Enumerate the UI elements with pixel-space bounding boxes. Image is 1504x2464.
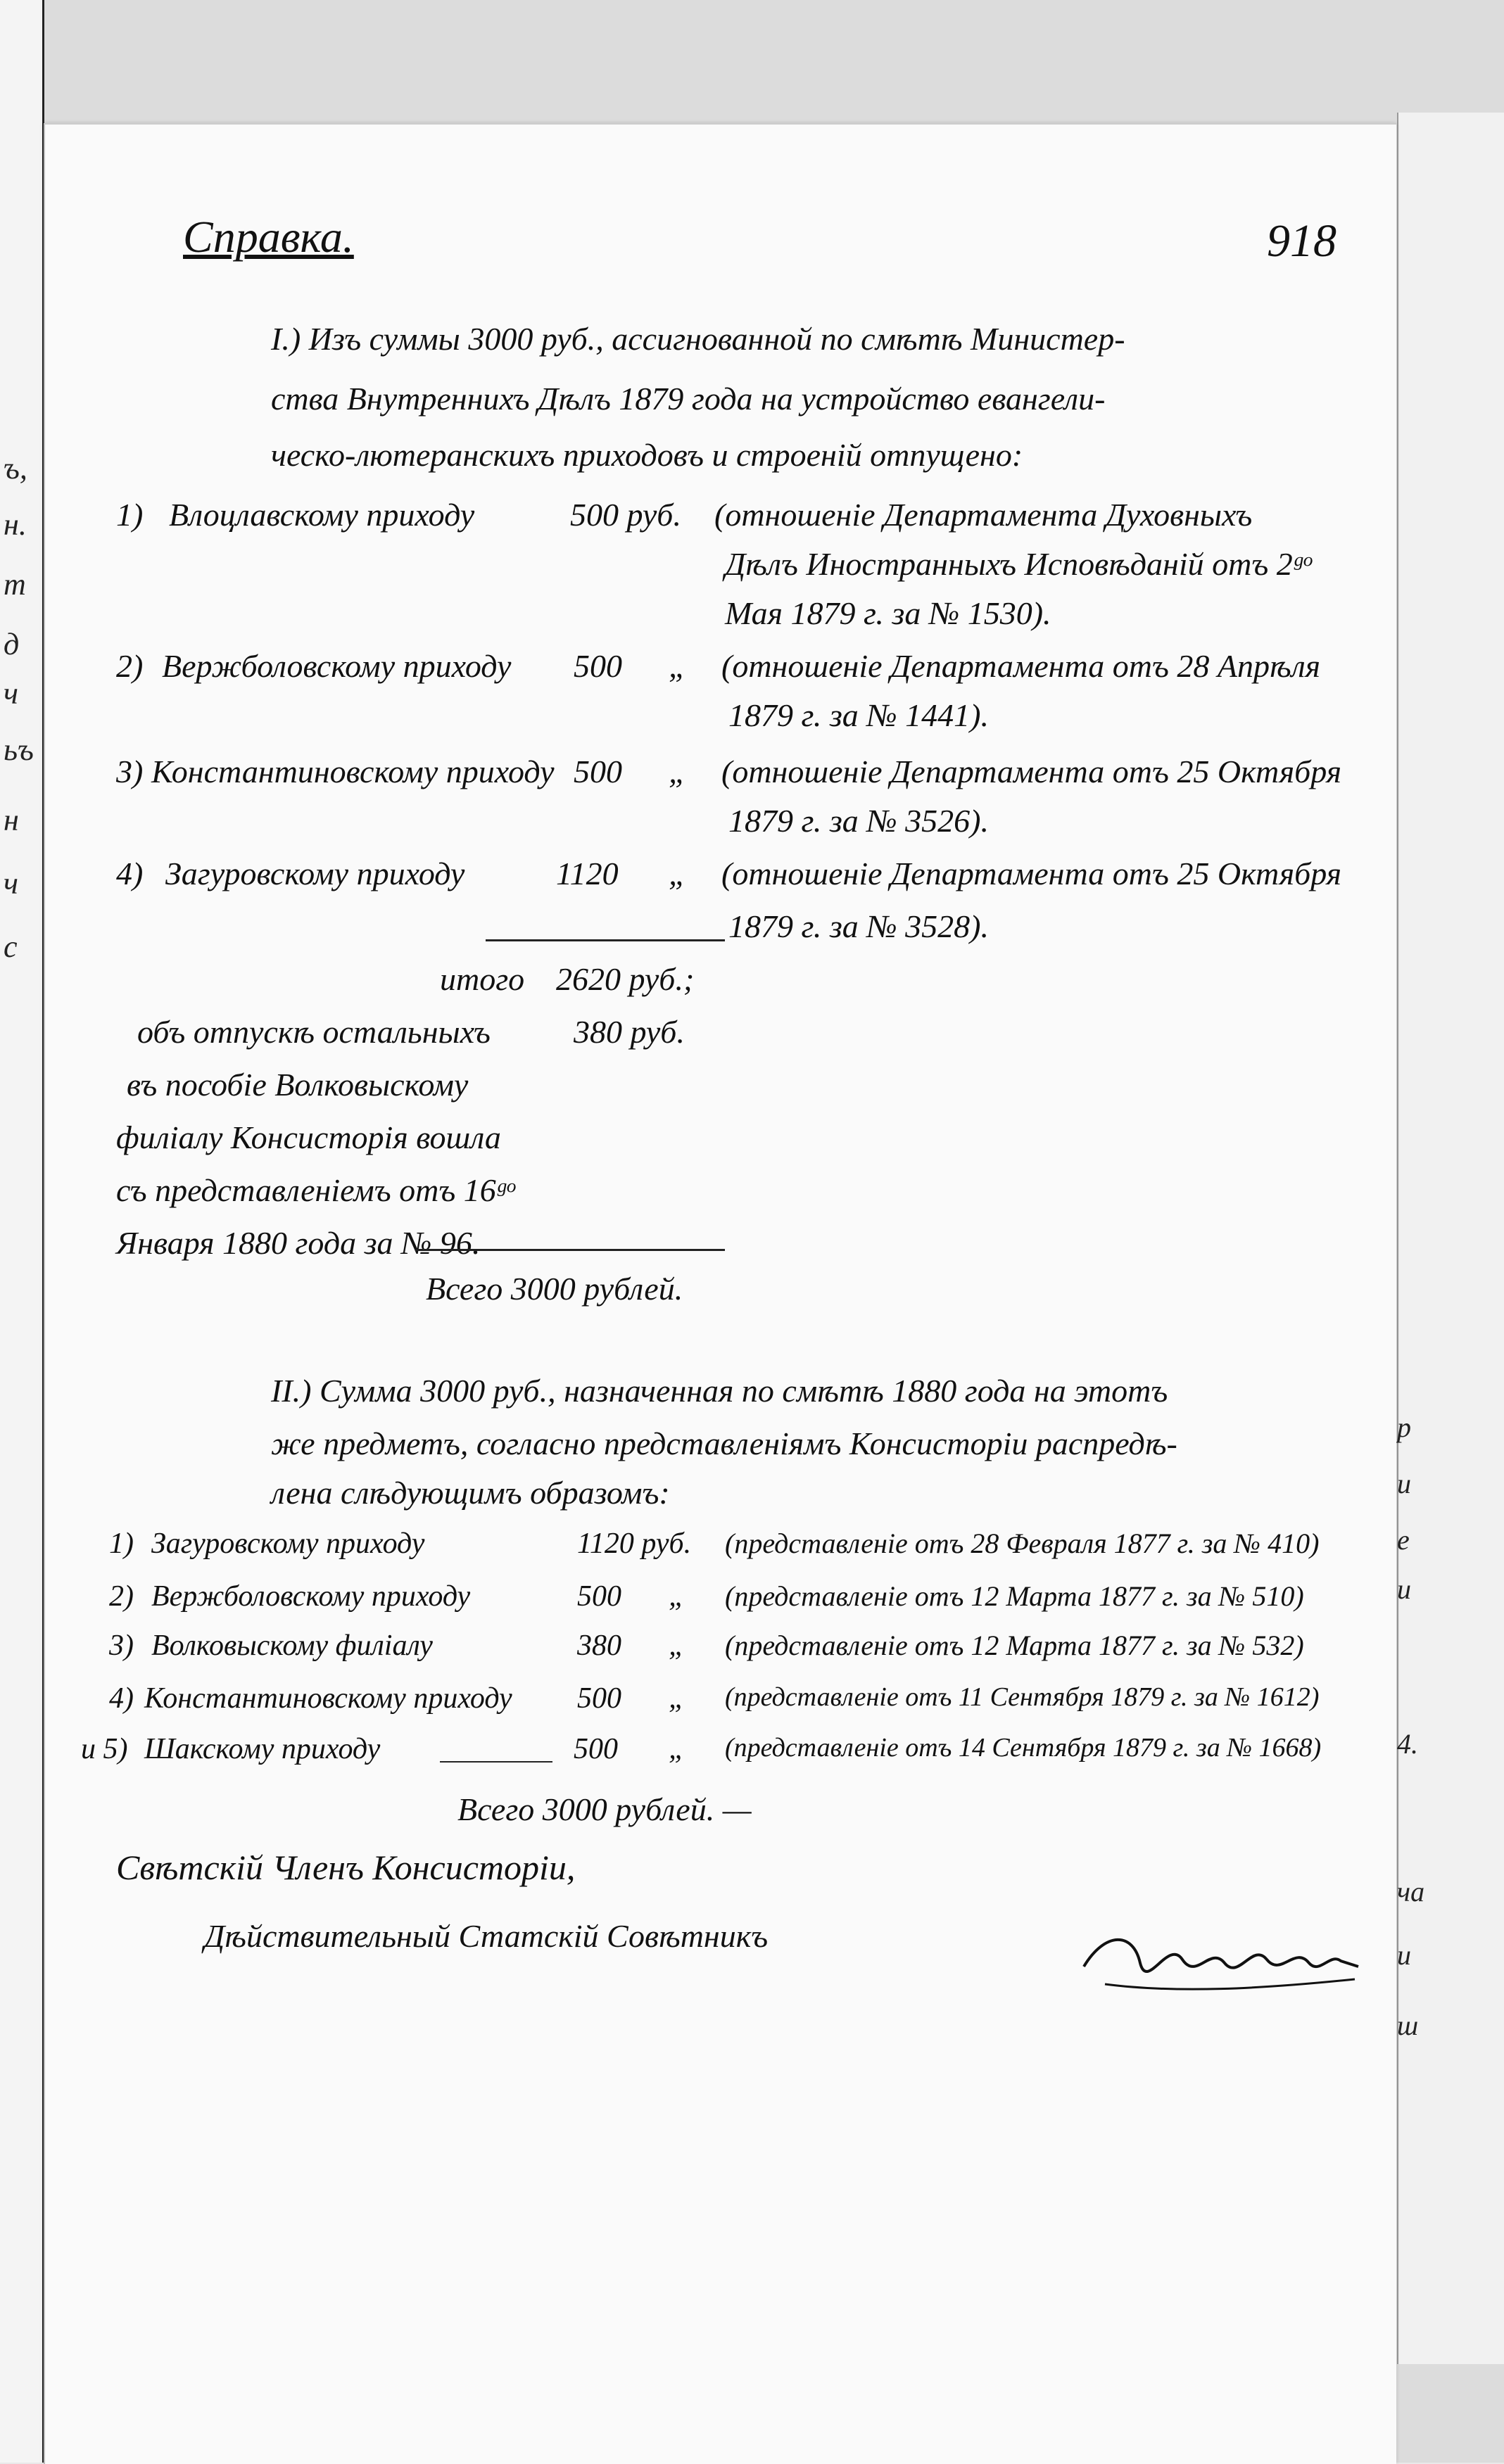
item-reference: (отношеніе Департамента отъ 25 Октября — [721, 754, 1342, 789]
item-reference: (отношеніе Департамента отъ 28 Апрѣля — [721, 648, 1321, 684]
page-heading: Справка. — [183, 212, 354, 262]
item-number: 4) — [116, 856, 144, 891]
item-reference: (представленіе отъ 11 Сентября 1879 г. за № 1612) — [725, 1682, 1320, 1712]
item-amount: 1120 руб. — [577, 1528, 692, 1560]
remainder-amount: 380 руб. — [574, 1014, 685, 1050]
ditto-mark: „ — [669, 1580, 685, 1613]
remainder-note-line: Января 1880 года за № 96. — [116, 1225, 481, 1261]
total-rule — [415, 1249, 725, 1251]
item-number: 2) — [116, 648, 144, 684]
section1-intro-line: ческо-лютеранскихъ приходовъ и строеній отпущено: — [271, 437, 1023, 473]
left-fragment: н. — [4, 507, 27, 542]
parish-name: Загуровскому приходу — [151, 1528, 425, 1560]
left-fragment: д — [4, 627, 20, 661]
right-fragment: и — [1397, 1573, 1411, 1605]
item-amount: 1120 — [556, 856, 619, 891]
parish-name: Вержболовскому приходу — [162, 648, 512, 684]
subtotal-label: итого — [440, 961, 525, 997]
item-reference: 1879 г. за № 3526). — [728, 803, 989, 839]
right-fragment: 4. — [1397, 1728, 1418, 1760]
section1-intro-line: ства Внутреннихъ Дѣлъ 1879 года на устройство евангели- — [271, 381, 1106, 417]
item-number: 2) — [109, 1580, 134, 1613]
leader-line — [440, 1761, 552, 1763]
ditto-mark: „ — [669, 1630, 685, 1662]
signature-title: Свѣтскій Членъ Консисторіи, — [116, 1848, 576, 1887]
section2-intro-line: II.) Сумма 3000 руб., назначенная по смѣтѣ 1880 года на этотъ — [271, 1373, 1168, 1409]
left-fragment: н — [4, 803, 19, 837]
right-fragment: е — [1397, 1524, 1410, 1556]
item-amount: 500 — [574, 648, 622, 684]
ditto-mark: „ — [669, 1733, 685, 1765]
ditto-mark: „ — [669, 754, 687, 789]
item-reference: (отношеніе Департамента отъ 25 Октября — [721, 856, 1342, 891]
item-reference: (представленіе отъ 14 Сентября 1879 г. за № 1668) — [725, 1733, 1322, 1763]
item-amount: 500 — [574, 754, 622, 789]
item-reference: 1879 г. за № 3528). — [728, 908, 989, 944]
item-amount: 500 — [577, 1580, 621, 1613]
ditto-mark: „ — [669, 856, 687, 891]
section1-total: Всего 3000 рублей. — [426, 1271, 683, 1307]
section2-intro-line: лена слѣдующимъ образомъ: — [271, 1475, 670, 1511]
left-fragment: т — [4, 567, 26, 602]
parish-name: Константиновскому приходу — [144, 1682, 512, 1715]
section2-intro-line: же предметъ, согласно представленіямъ Консисторіи распредѣ- — [271, 1425, 1177, 1461]
item-reference: (представленіе отъ 28 Февраля 1877 г. за № 410) — [725, 1528, 1320, 1559]
section2-total: Всего 3000 рублей. — — [457, 1791, 752, 1827]
parish-name: Влоцлавскому приходу — [169, 497, 475, 533]
item-number: 1) — [116, 497, 144, 533]
item-number: 3) — [116, 754, 144, 789]
item-reference: 1879 г. за № 1441). — [728, 697, 989, 733]
item-number: 4) — [109, 1682, 134, 1715]
right-fragment: ча — [1397, 1876, 1425, 1907]
item-reference: Дѣлъ Иностранныхъ Исповѣданій отъ 2ᵍᵒ — [725, 546, 1312, 582]
left-page-strip — [0, 0, 44, 2463]
ditto-mark: „ — [669, 1682, 685, 1715]
handwritten-signature — [1077, 1924, 1365, 2002]
item-reference: (представленіе отъ 12 Марта 1877 г. за № 510) — [725, 1580, 1304, 1612]
folio-number: 918 — [1267, 215, 1336, 267]
left-fragment: ьъ — [4, 732, 34, 767]
subtotal-amount: 2620 руб.; — [556, 961, 695, 997]
parish-name: Загуровскому приходу — [165, 856, 465, 891]
item-amount: 380 — [577, 1630, 621, 1662]
item-reference: (представленіе отъ 12 Марта 1877 г. за № 532) — [725, 1630, 1304, 1661]
remainder-note-line: объ отпускѣ остальныхъ — [137, 1014, 491, 1050]
item-reference: Мая 1879 г. за № 1530). — [725, 595, 1051, 631]
signature-rank: Дѣйствительный Статскій Совѣтникъ — [204, 1918, 769, 1954]
parish-name: Вержболовскому приходу — [151, 1580, 471, 1613]
left-fragment: ч — [4, 676, 18, 711]
remainder-note-line: филіалу Консисторія вошла — [116, 1119, 501, 1155]
left-fragment: с — [4, 929, 18, 964]
parish-name: Константиновскому приходу — [151, 754, 555, 789]
item-number: 3) — [109, 1630, 134, 1662]
subtotal-rule — [486, 939, 725, 941]
parish-name: Волковыскому филіалу — [151, 1630, 433, 1662]
item-number: 1) — [109, 1528, 134, 1560]
item-amount: 500 руб. — [570, 497, 681, 533]
item-reference: (отношеніе Департамента Духовныхъ — [714, 497, 1253, 533]
right-fragment: ш — [1397, 2009, 1419, 2041]
right-fragment: и — [1397, 1939, 1411, 1971]
item-number: и 5) — [81, 1733, 128, 1765]
left-fragment: ъ, — [4, 451, 27, 485]
item-amount: 500 — [577, 1682, 621, 1715]
right-fragment: и — [1397, 1468, 1411, 1499]
right-fragment: р — [1397, 1411, 1411, 1443]
ditto-mark: „ — [669, 648, 687, 684]
left-fragment: ч — [4, 866, 18, 901]
item-amount: 500 — [574, 1733, 618, 1765]
document-page — [44, 123, 1396, 2464]
remainder-note-line: въ пособіе Волковыскому — [127, 1067, 469, 1103]
section1-intro-line: I.) Изъ суммы 3000 руб., ассигнованной по смѣтѣ Министер- — [271, 321, 1125, 357]
parish-name: Шакскому приходу — [144, 1733, 381, 1765]
remainder-note-line: съ представленіемъ отъ 16ᵍᵒ — [116, 1172, 514, 1208]
